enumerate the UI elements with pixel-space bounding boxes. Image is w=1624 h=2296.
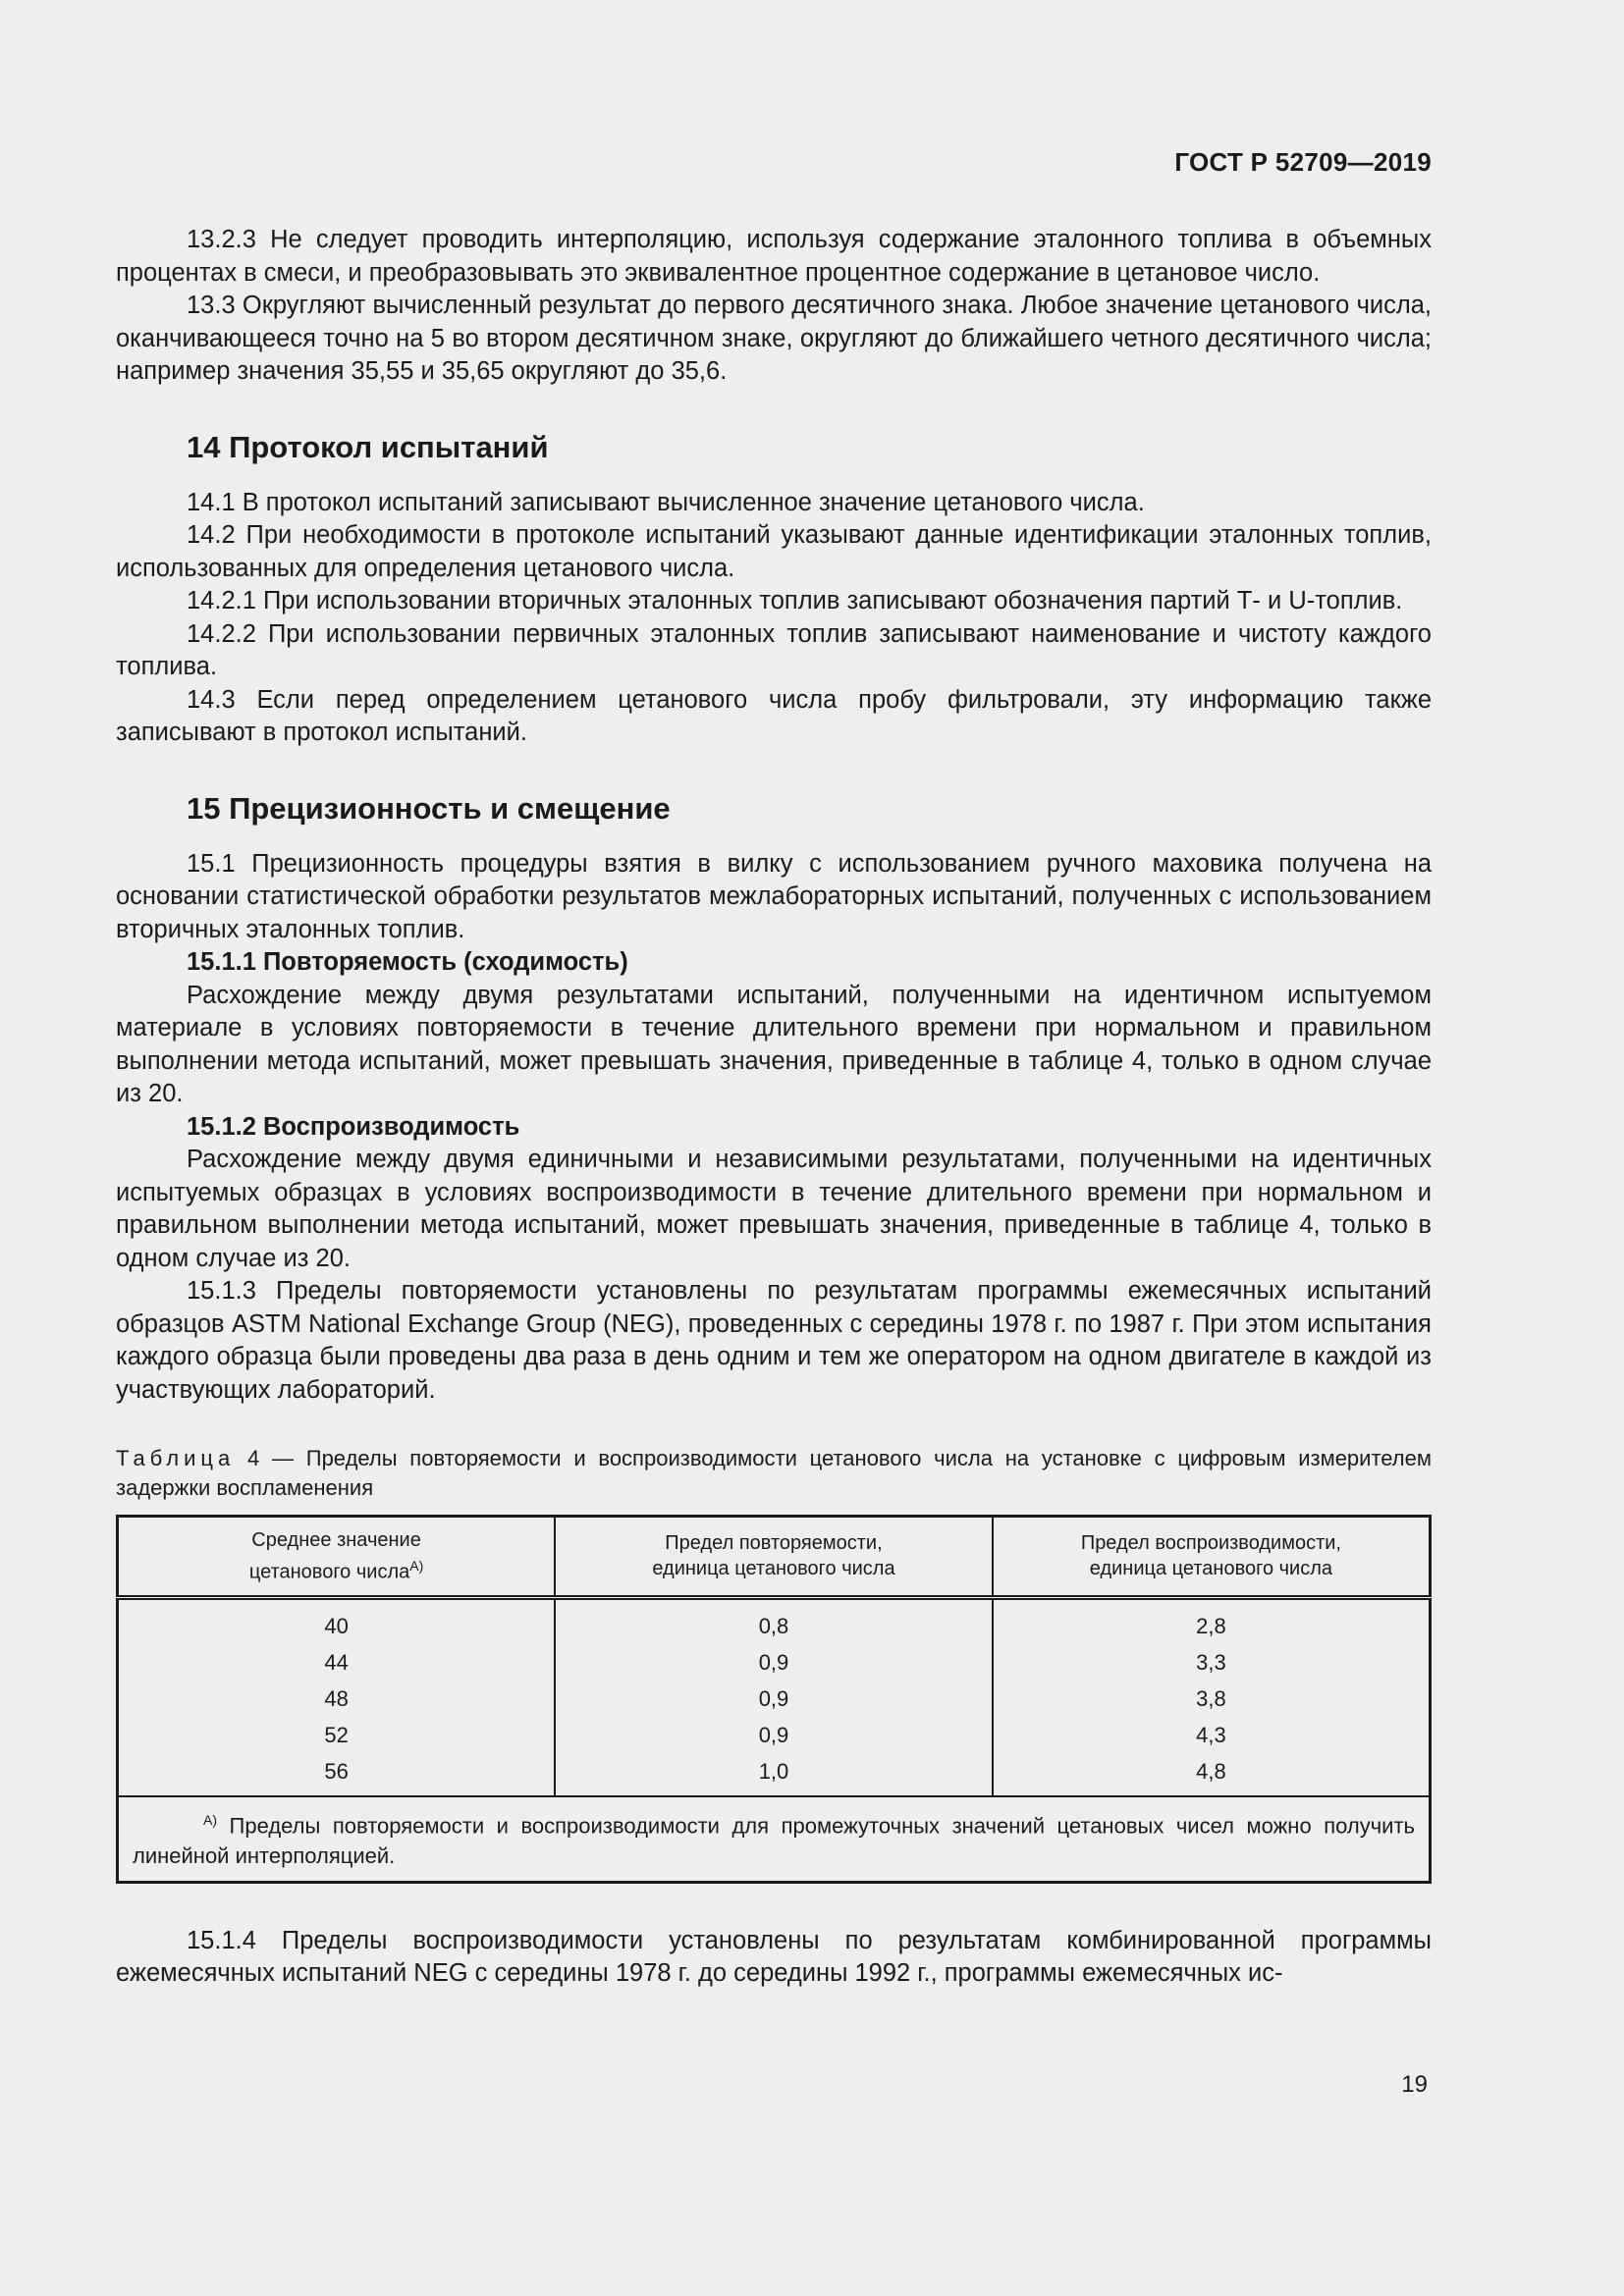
table-4 (116, 1515, 1432, 1884)
paragraph-14-1: 14.1 В протокол испытаний записывают вычисленное значение цетанового числа. (187, 488, 1145, 516)
table-cell: 4,8 (993, 1753, 1431, 1796)
table-cell: 48 (118, 1681, 556, 1717)
table-caption-label: Таблица (116, 1446, 236, 1470)
column-header-reproducibility (993, 1517, 1431, 1598)
paragraph-14-2: 14.2 При необходимости в протоколе испытаний указывают данные идентификации эталонных топлив, использованных для определения цетанового числа. (116, 521, 1432, 582)
table-4-caption (116, 1444, 1432, 1503)
section-14-heading: 14 Протокол испытаний (187, 429, 549, 464)
table-cell: 0,8 (555, 1597, 993, 1644)
footnote-mark: А) (203, 1811, 217, 1828)
table-row (118, 1753, 1431, 1796)
paragraph-15-1-2: Расхождение между двумя единичными и независимыми результатами, полученными на идентичных испытуемых образцах в условиях воспроизводимости в течение длительного времени при нормальном и правильном выполнении метода испытаний, может превышать значения, приведенные в таблице 4, только в одном случае из 20. (116, 1146, 1432, 1272)
paragraph-13-2-3: 13.2.3 Не следует проводить интерполяцию, используя содержание эталонного топлива в объемных процентах в смеси, и преобразовывать это эквивалентное процентное содержание в цетановое число. (116, 226, 1432, 287)
page-number: 19 (1401, 2071, 1428, 2098)
table-cell: 0,9 (555, 1681, 993, 1717)
column-header-repeatability (555, 1517, 993, 1598)
table-cell: 0,9 (555, 1644, 993, 1681)
table-cell: 56 (118, 1753, 556, 1796)
table-cell: 0,9 (555, 1717, 993, 1753)
col2-line2: единица цетанового числа (652, 1558, 895, 1580)
document-id-header: ГОСТ Р 52709—2019 (1174, 147, 1432, 177)
table-cell: 3,3 (993, 1644, 1431, 1681)
table-cell: 2,8 (993, 1597, 1431, 1644)
table-footnote (118, 1796, 1431, 1883)
paragraph-15-1-4: 15.1.4 Пределы воспроизводимости установлены по результатам комбинированной программы ежемесячных испытаний NEG с середины 1978 г. до середины 1992 г., программы ежемесячных ис- (116, 1926, 1432, 1988)
paragraph-13-3: 13.3 Округляют вычисленный результат до первого десятичного знака. Любое значение цетанового числа, оканчивающееся точно на 5 во втором десятичном знаке, округляют до ближайшего четного десятичного числа; например значения 35,55 и 35,65 округляют до 35,6. (116, 292, 1432, 385)
col1-line1: Среднее значение (251, 1529, 421, 1551)
col1-line2: цетанового числа (248, 1561, 410, 1583)
section-15-heading: 15 Прецизионность и смещение (187, 790, 671, 826)
paragraph-15-1-3: 15.1.3 Пределы повторяемости установлены по результатам программы ежемесячных испытаний образцов ASTM National Exchange Group (NEG), проведенных с середины 1978 г. по 1987 г. При этом испытания каждого образца были проведены два раза в день одним и тем же оператором на одном двигателе в каждой из участвующих лабораторий. (116, 1277, 1432, 1404)
table-row (118, 1681, 1431, 1717)
column-header-mean-cetane (118, 1517, 556, 1598)
col2-line1: Предел повторяемости, (665, 1532, 883, 1555)
col3-line2: единица цетанового числа (1089, 1558, 1333, 1580)
paragraph-15-1-1: Расхождение между двумя результатами испытаний, полученными на идентичном испытуемом материале в условиях повторяемости в течение длительного времени при нормальном и правильном выполнении метода испытаний, может превышать значения, приведенные в таблице 4, только в одном случае из 20. (116, 981, 1432, 1107)
paragraph-14-3: 14.3 Если перед определением цетанового числа пробу фильтровали, эту информацию также записывают в протокол испытаний. (116, 685, 1432, 746)
table-cell: 4,3 (993, 1717, 1431, 1753)
paragraph-14-2-2: 14.2.2 При использовании первичных эталонных топлив записывают наименование и чистоту каждого топлива. (116, 619, 1432, 680)
table-caption-text: 4 — Пределы повторяемости и воспроизводимости цетанового числа на установке с цифровым измерителем задержки воспламенения (116, 1446, 1432, 1500)
table-cell: 44 (118, 1644, 556, 1681)
paragraph-14-2-1: 14.2.1 При использовании вторичных эталонных топлив записывают обозначения партий Т- и U-топлив. (187, 587, 1403, 614)
footnote-text: Пределы повторяемости и воспроизводимости для промежуточных значений цетановых чисел можно получить линейной интерполяцией. (133, 1812, 1415, 1868)
paragraph-15-1: 15.1 Прецизионность процедуры взятия в вилку с использованием ручного маховика получена на основании статистической обработки результатов межлабораторных испытаний, полученных с использованием вторичных эталонных топлив. (116, 849, 1432, 943)
subheading-15-1-2: 15.1.2 Воспроизводимость (187, 1112, 520, 1141)
table-row (118, 1597, 1431, 1644)
col1-footnote-mark: А) (409, 1558, 424, 1574)
table-row (118, 1717, 1431, 1753)
table-footnote-row (118, 1796, 1431, 1883)
table-header-row (118, 1517, 1431, 1598)
col3-line1: Предел воспроизводимости, (1080, 1532, 1341, 1555)
page-content (116, 224, 1432, 1991)
table-cell: 1,0 (555, 1753, 993, 1796)
subheading-15-1-1: 15.1.1 Повторяемость (сходимость) (187, 948, 628, 976)
table-cell: 40 (118, 1597, 556, 1644)
table-cell: 52 (118, 1717, 556, 1753)
table-row (118, 1644, 1431, 1681)
table-cell: 3,8 (993, 1681, 1431, 1717)
